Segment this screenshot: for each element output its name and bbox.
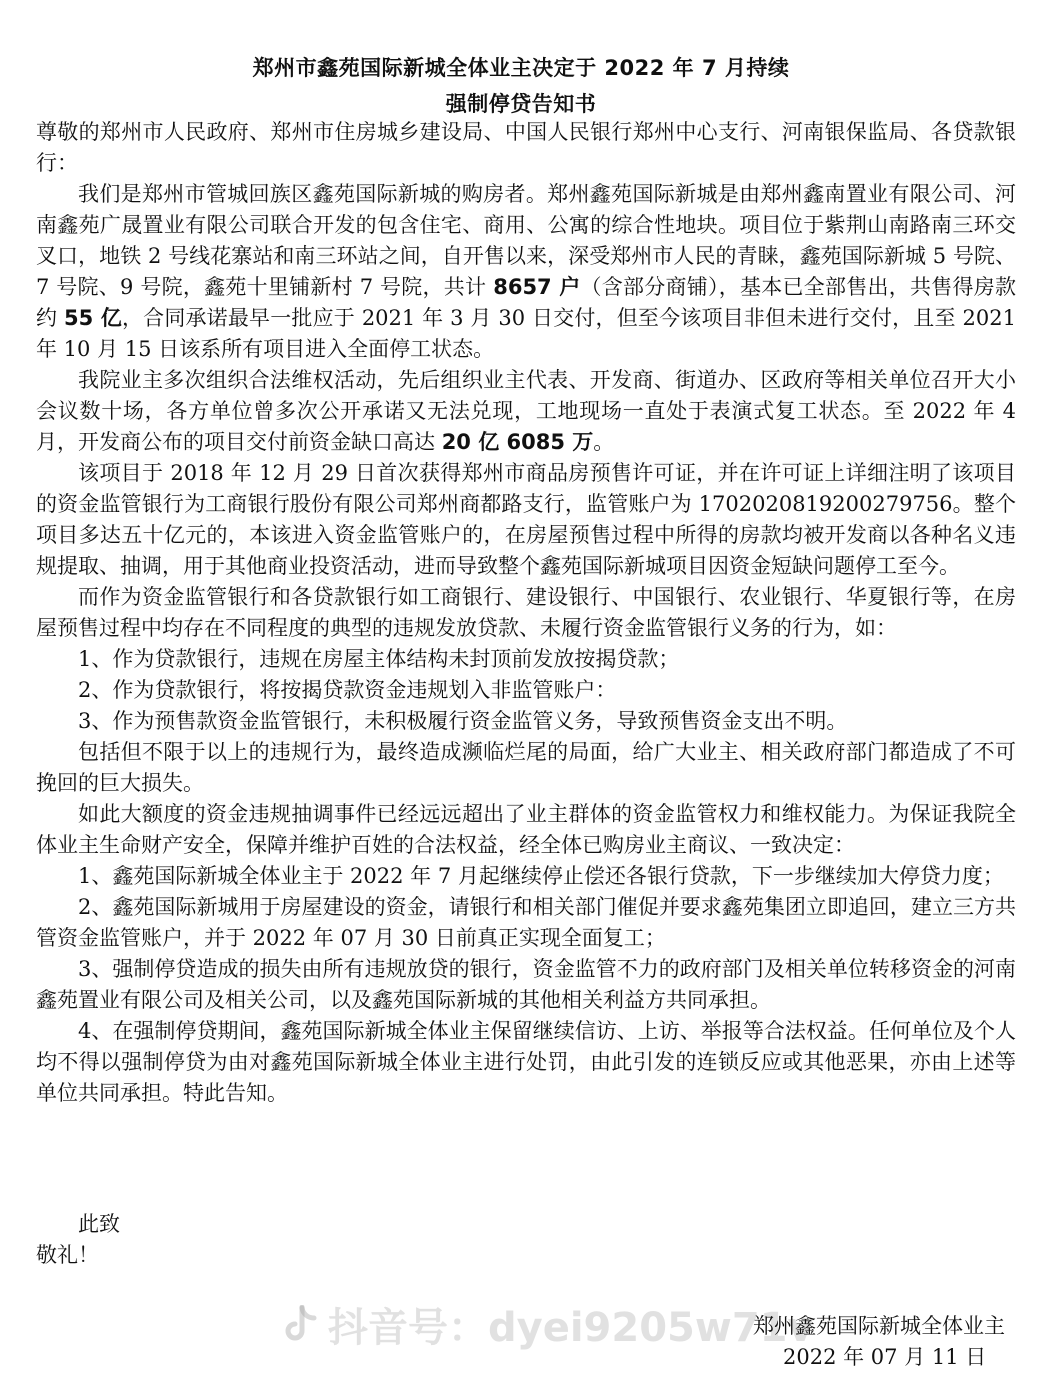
decision-item: 4、在强制停贷期间，鑫苑国际新城全体业主保留继续信访、上访、举报等合法权益。任何单位及个人均不得以强制停贷为由对鑫苑国际新城全体业主进行处罚，由此引发的连锁反应或其他恶果，亦由上述等单位共同承担。特此告知。 xyxy=(36,1019,1016,1105)
closing-line-2: 敬礼！ xyxy=(36,1243,99,1267)
document-title-line-1: 郑州市鑫苑国际新城全体业主决定于 2022 年 7 月持续 xyxy=(252,56,790,80)
households-count: 8657 户 xyxy=(493,275,581,299)
paragraph-rights-activities: 我院业主多次组织合法维权活动，先后组织业主代表、开发商、街道办、区政府等相关单位召开大小会议数十场，各方单位曾多次公开承诺又无法兑现，工地现场一直处于表演式复工状态。至 2022 年 4 月，开发商公布的项目交付前资金缺口高达 20 亿 6085 万。 xyxy=(36,368,1016,454)
watermark-text: 抖音号：dyei9205w71v xyxy=(328,1305,814,1351)
douyin-watermark xyxy=(282,1296,814,1353)
sales-amount: 55 亿 xyxy=(64,306,122,330)
violation-item: 3、作为预售款资金监管银行，未积极履行资金监管义务，导致预售资金支出不明。 xyxy=(78,709,848,733)
signature-organization: 郑州鑫苑国际新城全体业主 xyxy=(753,1314,1005,1338)
violation-item: 1、作为贷款银行，违规在房屋主体结构未封顶前发放按揭贷款； xyxy=(78,647,680,671)
douyin-logo-icon xyxy=(282,1305,318,1345)
paragraph-presale-permit: 该项目于 2018 年 12 月 29 日首次获得郑州市商品房预售许可证，并在许可证上详细注明了该项目的资金监管银行为工商银行股份有限公司郑州商都路支行，监管账户为 1702020819200279756。整个项目多达五十亿元的，本该进入资金监管账户的，在房屋预售过程中所得的房款均被开发商以各种名义违规提取、抽调，用于其他商业投资活动，进而导致整个鑫苑国际新城项目因资金短缺问题停工至今。 xyxy=(36,461,1016,578)
document-body xyxy=(36,117,1016,1109)
paragraph-bank-violations: 而作为资金监管银行和各贷款银行如工商银行、建设银行、中国银行、农业银行、华夏银行等，在房屋预售过程中均存在不同程度的典型的违规发放贷款、未履行资金监管银行义务的行为，如： xyxy=(36,585,1016,640)
decision-item: 1、鑫苑国际新城全体业主于 2022 年 7 月起继续停止偿还各银行贷款，下一步继续加大停贷力度； xyxy=(78,864,1004,888)
violation-item: 2、作为贷款银行，将按揭贷款资金违规划入非监管账户： xyxy=(78,678,617,702)
document-title-line-2: 强制停贷告知书 xyxy=(445,92,597,116)
paragraph-background: 我们是郑州市管城回族区鑫苑国际新城的购房者。郑州鑫苑国际新城是由郑州鑫南置业有限公司、河南鑫苑广晟置业有限公司联合开发的包含住宅、商用、公寓的综合性地块。项目位于紫荆山南路南三环交叉口，地铁 2 号线花寨站和南三环站之间，自开售以来，深受郑州市人民的青睐，鑫苑国际新城 5 号院、7 号院、9 号院，鑫苑十里铺新村 7 号院，共计 8657 户（含部分商铺），基本已全部售出，共售得房款约 55 亿，合同承诺最早一批应于 2021 年 3 月 30 日交付，但至今该项目非但未进行交付，且至 2021 年 10 月 15 日该系所有项目进入全面停工状态。 xyxy=(36,182,1016,361)
signature-date: 2022 年 07 月 11 日 xyxy=(783,1345,987,1369)
paragraph-losses: 包括但不限于以上的违规行为，最终造成濒临烂尾的局面，给广大业主、相关政府部门都造成了不可挽回的巨大损失。 xyxy=(36,740,1016,795)
closing-line-1: 此致 xyxy=(78,1212,120,1236)
paragraph-decision-intro: 如此大额度的资金违规抽调事件已经远远超出了业主群体的资金监管权力和维权能力。为保证我院全体业主生命财产安全，保障并维护百姓的合法权益，经全体已购房业主商议、一致决定： xyxy=(36,802,1016,857)
decision-item: 2、鑫苑国际新城用于房屋建设的资金，请银行和相关部门催促并要求鑫苑集团立即追回，建立三方共管资金监管账户，并于 2022 年 07 月 30 日前真正实现全面复工； xyxy=(36,895,1016,950)
salutation: 尊敬的郑州市人民政府、郑州市住房城乡建设局、中国人民银行郑州中心支行、河南银保监局、各贷款银行： xyxy=(36,120,1016,175)
decision-item: 3、强制停贷造成的损失由所有违规放贷的银行，资金监管不力的政府部门及相关单位转移资金的河南鑫苑置业有限公司及相关公司，以及鑫苑国际新城的其他相关利益方共同承担。 xyxy=(36,957,1016,1012)
funding-gap: 20 亿 6085 万 xyxy=(441,430,594,454)
